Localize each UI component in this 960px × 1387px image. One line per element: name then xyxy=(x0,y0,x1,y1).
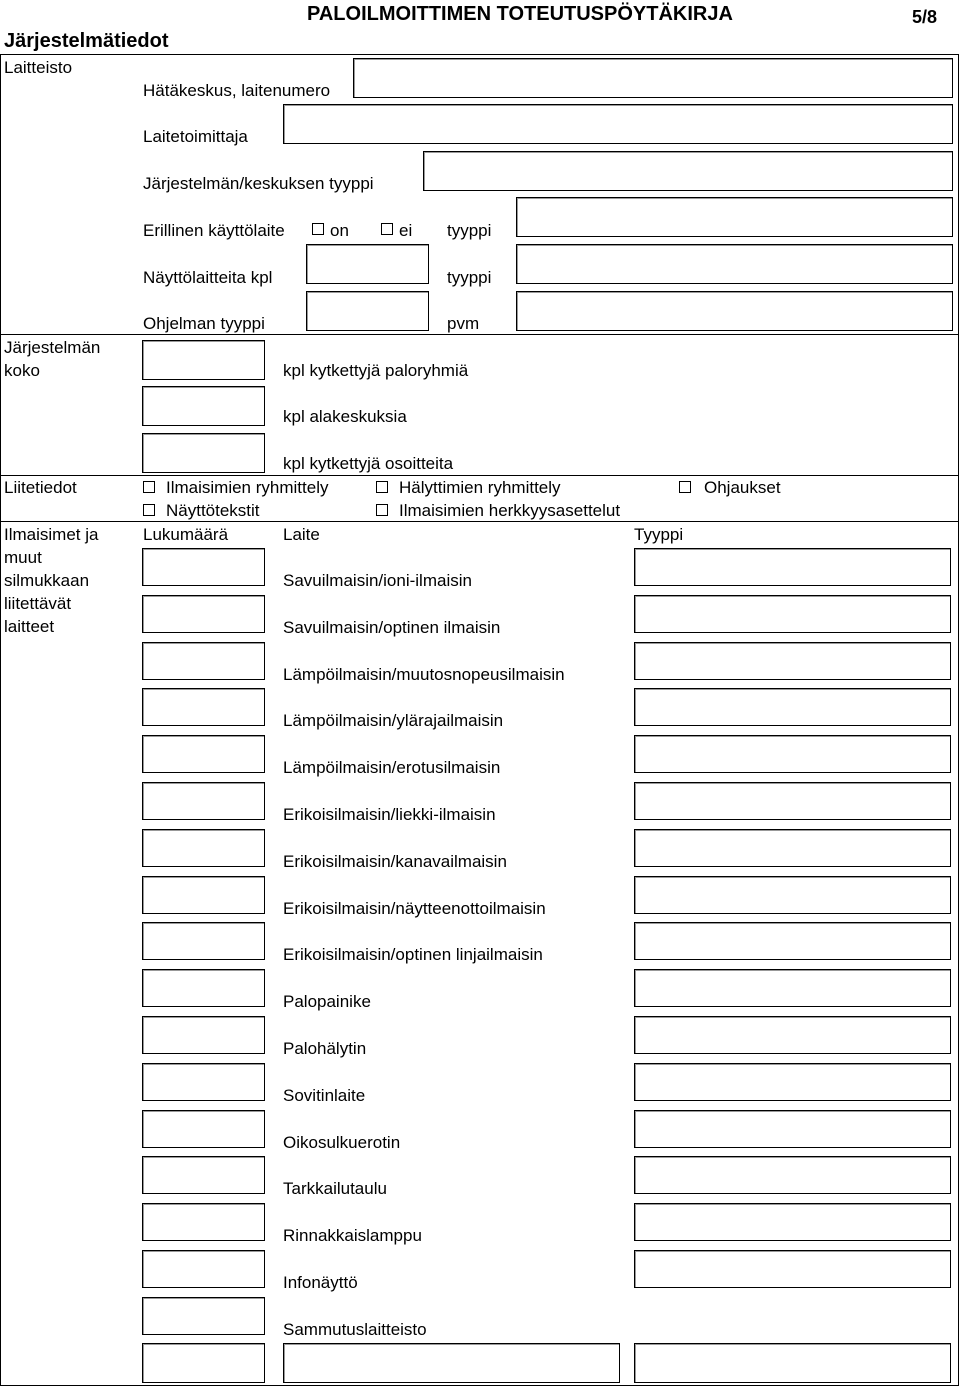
quantity-field[interactable] xyxy=(142,876,265,914)
page-number: 5/8 xyxy=(912,7,938,27)
type-field[interactable] xyxy=(634,642,951,680)
device-label: Rinnakkaislamppu xyxy=(283,1226,422,1246)
device-label: Erikoisilmaisin/kanavailmaisin xyxy=(283,851,507,871)
device-label: Lämpöilmaisin/erotusilmaisin xyxy=(283,758,501,778)
herkkyysasettelut-label: Ilmaisimien herkkyysasettelut xyxy=(399,501,621,520)
keskuksen-tyyppi-field[interactable] xyxy=(423,151,953,191)
laitetoimittaja-field[interactable] xyxy=(283,104,953,144)
device-label: Savuilmaisin/optinen ilmaisin xyxy=(283,617,501,637)
divider xyxy=(0,334,959,335)
device-label: Palohälytin xyxy=(283,1039,367,1058)
device-label: Erikoisilmaisin/näytteenottoilmaisin xyxy=(283,898,546,918)
divider xyxy=(0,54,1,1385)
type-field[interactable] xyxy=(634,1156,951,1194)
nayttotekstit-checkbox[interactable] xyxy=(143,504,155,516)
divider xyxy=(0,1385,959,1386)
device-label: Erikoisilmaisin/liekki-ilmaisin xyxy=(283,805,496,824)
extra-device-field[interactable] xyxy=(283,1343,620,1383)
type-field[interactable] xyxy=(634,1110,951,1148)
quantity-field[interactable] xyxy=(142,1110,265,1148)
ilmaisimet-label: Ilmaisimet ja muut silmukkaan liitettävät laitteet xyxy=(4,525,99,636)
divider xyxy=(0,54,959,55)
tyyppi-label: tyyppi xyxy=(447,221,492,240)
divider xyxy=(0,521,959,522)
ei-checkbox[interactable] xyxy=(381,223,393,235)
section-title: Järjestelmätiedot xyxy=(4,30,169,52)
ilmaisimien-ryhmittely-checkbox[interactable] xyxy=(143,481,155,493)
halyttimien-ryhmittely-label: Hälyttimien ryhmittely xyxy=(399,478,561,497)
quantity-field[interactable] xyxy=(142,595,265,633)
divider xyxy=(0,475,959,476)
extra-quantity-field[interactable] xyxy=(142,1343,265,1383)
type-field[interactable] xyxy=(634,1250,951,1288)
device-label: Palopainike xyxy=(283,992,371,1012)
ilmaisimien-ryhmittely-label: Ilmaisimien ryhmittely xyxy=(166,478,329,497)
osoitteita-label: kpl kytkettyjä osoitteita xyxy=(283,454,454,473)
ohjaukset-label: Ohjaukset xyxy=(704,478,781,497)
halyttimien-ryhmittely-checkbox[interactable] xyxy=(376,481,388,493)
type-field[interactable] xyxy=(634,688,951,726)
device-label: Lämpöilmaisin/muutosnopeusilmaisin xyxy=(283,664,565,684)
col-laite: Laite xyxy=(283,525,320,544)
quantity-field[interactable] xyxy=(142,1250,265,1288)
document-title: PALOILMOITTIMEN TOTEUTUSPÖYTÄKIRJA xyxy=(307,3,733,25)
type-field[interactable] xyxy=(634,1016,951,1054)
paloryhmia-label: kpl kytkettyjä paloryhmiä xyxy=(283,361,469,380)
type-field[interactable] xyxy=(634,829,951,867)
ohjelman-tyyppi-field[interactable] xyxy=(306,291,429,331)
extra-type-field[interactable] xyxy=(634,1343,951,1383)
tyyppi-label: tyyppi xyxy=(447,268,492,287)
device-label: Infonäyttö xyxy=(283,1273,358,1292)
quantity-field[interactable] xyxy=(142,642,265,680)
type-field[interactable] xyxy=(634,969,951,1007)
hatakeskus-label: Hätäkeskus, laitenumero xyxy=(143,81,331,100)
nayttotekstit-label: Näyttötekstit xyxy=(166,501,260,520)
quantity-field[interactable] xyxy=(142,1203,265,1241)
keskuksen-tyyppi-label: Järjestelmän/keskuksen tyyppi xyxy=(143,174,374,193)
type-field[interactable] xyxy=(634,1203,951,1241)
device-label: Lämpöilmaisin/ylärajailmaisin xyxy=(283,711,504,731)
device-label: Oikosulkuerotin xyxy=(283,1132,401,1152)
laitteisto-label: Laitteisto xyxy=(4,58,73,77)
nayttolaite-tyyppi-field[interactable] xyxy=(516,244,953,284)
quantity-field[interactable] xyxy=(142,969,265,1007)
nayttolaitteita-label: Näyttölaitteita kpl xyxy=(143,268,273,287)
quantity-field[interactable] xyxy=(142,688,265,726)
alakeskuksia-field[interactable] xyxy=(142,386,265,426)
device-label: Sammutuslaitteisto xyxy=(283,1319,427,1339)
alakeskuksia-label: kpl alakeskuksia xyxy=(283,407,407,426)
kayttolaite-tyyppi-field[interactable] xyxy=(516,197,953,237)
hatakeskus-field[interactable] xyxy=(353,58,953,98)
koko-label: Järjestelmän koko xyxy=(4,338,101,380)
quantity-field[interactable] xyxy=(142,1063,265,1101)
col-tyyppi: Tyyppi xyxy=(634,525,684,544)
device-label: Tarkkailutaulu xyxy=(283,1179,387,1199)
quantity-field[interactable] xyxy=(142,735,265,773)
nayttolaitteita-kpl-field[interactable] xyxy=(306,244,429,284)
type-field[interactable] xyxy=(634,876,951,914)
ei-label: ei xyxy=(399,221,413,240)
type-field[interactable] xyxy=(634,548,951,586)
device-label: Erikoisilmaisin/optinen linjailmaisin xyxy=(283,945,543,965)
herkkyysasettelut-checkbox[interactable] xyxy=(376,504,388,516)
quantity-field[interactable] xyxy=(142,1016,265,1054)
liitetiedot-label: Liitetiedot xyxy=(4,478,77,497)
ohjaukset-checkbox[interactable] xyxy=(679,481,691,493)
quantity-field[interactable] xyxy=(142,1156,265,1194)
quantity-field[interactable] xyxy=(142,548,265,586)
paloryhmia-field[interactable] xyxy=(142,340,265,380)
pvm-field[interactable] xyxy=(516,291,953,331)
ohjelman-tyyppi-label: Ohjelman tyyppi xyxy=(143,314,265,333)
on-label: on xyxy=(330,221,349,240)
device-label: Savuilmaisin/ioni-ilmaisin xyxy=(283,571,472,590)
pvm-label: pvm xyxy=(447,314,480,333)
quantity-field[interactable] xyxy=(142,1297,265,1335)
laitetoimittaja-label: Laitetoimittaja xyxy=(143,127,248,146)
type-field[interactable] xyxy=(634,735,951,773)
type-field[interactable] xyxy=(634,595,951,633)
type-field[interactable] xyxy=(634,922,951,960)
type-field[interactable] xyxy=(634,782,951,820)
divider xyxy=(958,54,959,1385)
erillinen-label: Erillinen käyttölaite xyxy=(143,221,285,240)
col-lukumaara: Lukumäärä xyxy=(143,525,229,544)
quantity-field[interactable] xyxy=(142,922,265,960)
device-label: Sovitinlaite xyxy=(283,1085,366,1105)
osoitteita-field[interactable] xyxy=(142,433,265,473)
on-checkbox[interactable] xyxy=(312,223,324,235)
type-field[interactable] xyxy=(634,1063,951,1101)
quantity-field[interactable] xyxy=(142,782,265,820)
quantity-field[interactable] xyxy=(142,829,265,867)
